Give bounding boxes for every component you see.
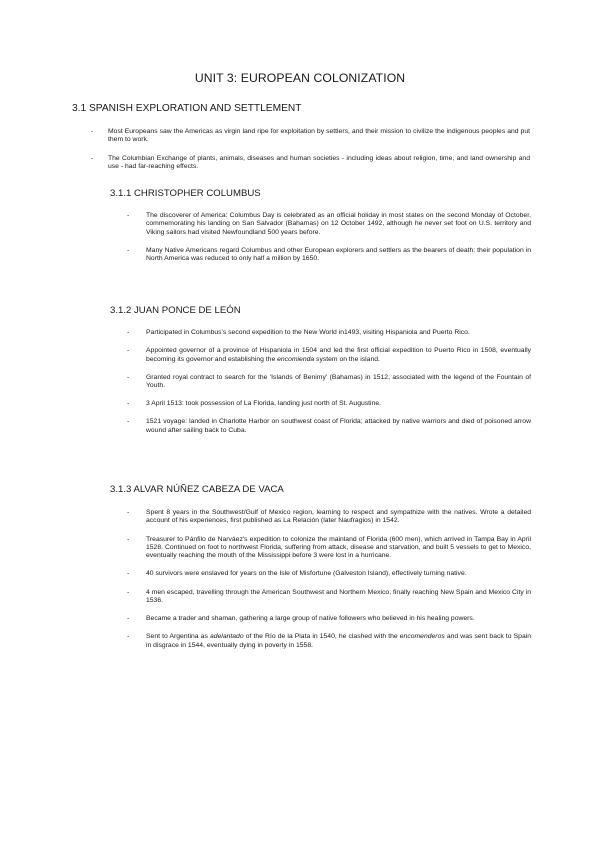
text-segment: Sent to Argentina as: [146, 633, 208, 641]
dash-bullet: -: [127, 418, 130, 426]
subsection-bullet-list: [127, 329, 531, 445]
dash-bullet: -: [127, 373, 130, 381]
dash-bullet: -: [127, 347, 130, 355]
dash-bullet: -: [127, 329, 130, 336]
list-item-text: The discoverer of America: Columbus Day is celebrated as an official holiday in most states on the second Monday of October, commemorating his landing on San Salvador (Bahamas) on 12 October 1492, although he never set foot on U.S. territory and Viking sailors had visited Newfoundland 500 years before.: [146, 212, 531, 236]
dash-bullet: -: [91, 154, 94, 162]
list-item: [127, 212, 531, 237]
dash-bullet: -: [127, 509, 130, 516]
subsection-heading: 3.1.2 JUAN PONCE DE LEÓN: [110, 305, 241, 316]
dash-bullet: -: [127, 535, 130, 543]
list-item-text: Most Europeans saw the Americas as virgin land ripe for exploitation by settlers, and their mission to civilize the indigenous peoples and put them to work.: [108, 128, 530, 144]
list-item: [127, 588, 531, 606]
text-segment: Appointed governor of a province of Hispaniola in 1504 and led the first official expedition to Puerto Rico in 1508, eventually becoming its governor and establishing the: [146, 347, 531, 363]
italic-term: adelantado: [209, 633, 244, 641]
list-item: [127, 418, 531, 435]
italic-term: encomienda: [277, 355, 315, 363]
text-segment: and was sent back to Spain in disgrace in 1544, eventually dying in poverty in 1558.: [146, 633, 532, 649]
dash-bullet: -: [127, 615, 130, 622]
list-item: [127, 246, 531, 264]
list-item-text: [146, 633, 531, 650]
section-bullet-list: [91, 128, 530, 181]
list-item-text: 1521 voyage: landed in Charlotte Harbor on southwest coast of Florida; attacked by native warriors and died of poisoned arrow wound after sailing back to Cuba.: [146, 418, 531, 434]
list-item: [127, 535, 531, 561]
list-item-text: 3 April 1513: took possession of La Florida, landing just north of St. Augustine.: [146, 400, 382, 408]
italic-term: encomenderos: [399, 633, 445, 641]
list-item-text: [146, 347, 531, 364]
dash-bullet: -: [127, 246, 130, 254]
list-item-text: Became a trader and shaman, gathering a large group of native followers who believed in his healing powers.: [146, 615, 475, 622]
subsection-bullet-list: [127, 509, 532, 660]
dash-bullet: -: [91, 128, 94, 135]
list-item-text: The Columbian Exchange of plants, animals, diseases and human societies - including ideas about religion, time, and land ownership and use - had far-reaching effects.: [108, 154, 530, 170]
list-item-text: Spent 8 years in the Southwest/Gulf of Mexico region, learning to respect and sympathize with the natives. Wrote a detailed account of his experiences, first published as La Relación (later Naufragios) in 1542.: [146, 509, 531, 525]
list-item-text: 4 men escaped, travelling through the American Southwest and Northern Mexico, finally reaching New Spain and Mexico City in 1536.: [146, 588, 531, 604]
list-item-text: 40 survivors were enslaved for years on the Isle of Misfortune (Galveston Island), effectively turning native.: [146, 570, 467, 578]
list-item: [91, 154, 530, 172]
list-item: [127, 347, 531, 364]
list-item: [91, 128, 530, 145]
section-heading: 3.1 SPANISH EXPLORATION AND SETTLEMENT: [72, 103, 302, 114]
list-item: [127, 329, 531, 337]
list-item-text: Participated in Columbus's second expedition to the New World in1493, visiting Hispaniola and Puerto Rico.: [146, 329, 470, 336]
subsection-heading: 3.1.3 ALVAR NÚÑEZ CABEZA DE VACA: [110, 484, 284, 495]
dash-bullet: -: [127, 212, 130, 219]
dash-bullet: -: [127, 588, 130, 596]
list-item-text: Many Native Americans regard Columbus and other European explorers and settlers as the bearers of death: their population in North America was reduced to only half a million by 1650.: [146, 246, 531, 263]
list-item: [127, 633, 532, 650]
list-item: [127, 400, 531, 408]
dash-bullet: -: [127, 633, 130, 641]
text-segment: system on the island.: [316, 355, 380, 363]
list-item-text: Treasurer to Pánfilo de Narváez's expedition to colonize the mainland of Florida (600 men), which arrived in Tampa Bay in April 1528. Continued on foot to northwest Florida, suffering from attack, disease and starvation, and built 5 vessels to get to Mexico, eventually reaching the mouth of the Mississippi before 3 were lost in a hurricane.: [146, 535, 531, 560]
dash-bullet: -: [127, 400, 130, 408]
text-segment: of the Río de la Plata in 1540, he clashed with the: [245, 633, 398, 641]
page-title: UNIT 3: EUROPEAN COLONIZATION: [194, 71, 406, 85]
list-item: [127, 373, 531, 391]
list-item-text: Granted royal contract to search for the 'Islands of Benimy' (Bahamas) in 1512, associated with the legend of the Fountain of Youth.: [146, 373, 531, 389]
list-item: [127, 570, 531, 578]
list-item: [127, 509, 531, 526]
dash-bullet: -: [127, 570, 130, 578]
list-item: [127, 615, 531, 623]
subsection-heading: 3.1.1 CHRISTOPHER COLUMBUS: [110, 188, 261, 199]
subsection-bullet-list: [127, 212, 531, 273]
